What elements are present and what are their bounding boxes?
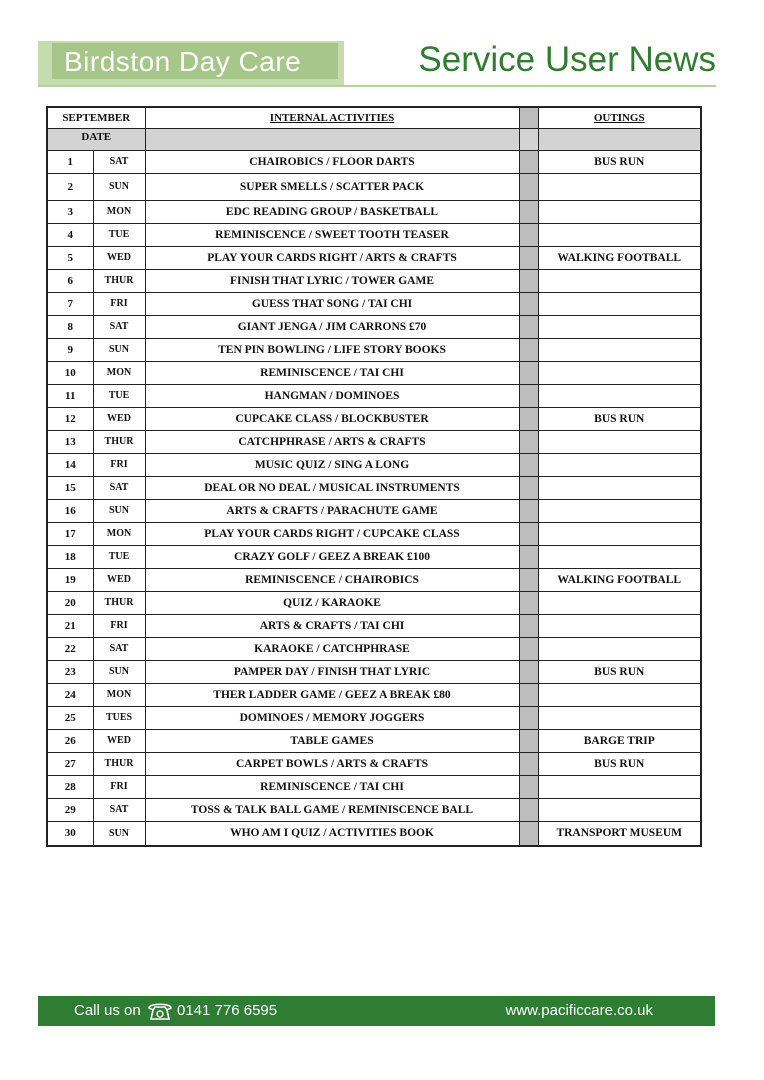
separator-column bbox=[519, 200, 538, 223]
day-number: 12 bbox=[47, 407, 93, 430]
separator-column bbox=[519, 407, 538, 430]
day-number: 3 bbox=[47, 200, 93, 223]
internal-activity: MUSIC QUIZ / SING A LONG bbox=[145, 453, 519, 476]
table-row bbox=[47, 591, 701, 614]
day-number: 17 bbox=[47, 522, 93, 545]
internal-activity: CUPCAKE CLASS / BLOCKBUSTER bbox=[145, 407, 519, 430]
table-row bbox=[47, 384, 701, 407]
internal-activity: REMINISCENCE / TAI CHI bbox=[145, 361, 519, 384]
table-row bbox=[47, 476, 701, 499]
separator-column bbox=[519, 752, 538, 775]
separator-column bbox=[519, 821, 538, 846]
table-row bbox=[47, 407, 701, 430]
separator-column bbox=[519, 269, 538, 292]
day-number: 4 bbox=[47, 223, 93, 246]
outing bbox=[538, 775, 701, 798]
outing bbox=[538, 292, 701, 315]
outing: WALKING FOOTBALL bbox=[538, 246, 701, 269]
telephone-icon bbox=[146, 999, 174, 1021]
separator-column bbox=[519, 361, 538, 384]
separator-column bbox=[519, 499, 538, 522]
outing bbox=[538, 430, 701, 453]
separator-column bbox=[519, 568, 538, 591]
day-number: 6 bbox=[47, 269, 93, 292]
day-of-week: SAT bbox=[93, 150, 145, 173]
day-of-week: FRI bbox=[93, 775, 145, 798]
separator-column bbox=[519, 683, 538, 706]
internal-activity: THER LADDER GAME / GEEZ A BREAK £80 bbox=[145, 683, 519, 706]
day-number: 2 bbox=[47, 173, 93, 200]
internal-activity: REMINISCENCE / TAI CHI bbox=[145, 775, 519, 798]
day-number: 8 bbox=[47, 315, 93, 338]
table-row bbox=[47, 292, 701, 315]
day-of-week: MON bbox=[93, 361, 145, 384]
internal-activity: SUPER SMELLS / SCATTER PACK bbox=[145, 173, 519, 200]
table-row bbox=[47, 568, 701, 591]
outing bbox=[538, 591, 701, 614]
day-of-week: WED bbox=[93, 246, 145, 269]
internal-activity: PLAY YOUR CARDS RIGHT / ARTS & CRAFTS bbox=[145, 246, 519, 269]
separator-column bbox=[519, 315, 538, 338]
table-row bbox=[47, 315, 701, 338]
table-row bbox=[47, 775, 701, 798]
table-row bbox=[47, 660, 701, 683]
outing bbox=[538, 499, 701, 522]
separator-column bbox=[519, 107, 538, 128]
table-row bbox=[47, 223, 701, 246]
day-number: 15 bbox=[47, 476, 93, 499]
day-number: 5 bbox=[47, 246, 93, 269]
table-subheader-row bbox=[47, 128, 701, 150]
separator-column bbox=[519, 173, 538, 200]
outing bbox=[538, 361, 701, 384]
day-number: 27 bbox=[47, 752, 93, 775]
day-of-week: SUN bbox=[93, 173, 145, 200]
day-of-week: SUN bbox=[93, 660, 145, 683]
table-row bbox=[47, 683, 701, 706]
separator-column bbox=[519, 660, 538, 683]
table-row bbox=[47, 338, 701, 361]
internal-activity: TEN PIN BOWLING / LIFE STORY BOOKS bbox=[145, 338, 519, 361]
separator-column bbox=[519, 798, 538, 821]
table-row bbox=[47, 522, 701, 545]
separator-column bbox=[519, 591, 538, 614]
table-row bbox=[47, 150, 701, 173]
day-of-week: THUR bbox=[93, 591, 145, 614]
day-number: 29 bbox=[47, 798, 93, 821]
outing bbox=[538, 522, 701, 545]
day-number: 23 bbox=[47, 660, 93, 683]
separator-column bbox=[519, 706, 538, 729]
brand-name: Birdston Day Care bbox=[64, 46, 302, 77]
outing: BUS RUN bbox=[538, 150, 701, 173]
outing bbox=[538, 545, 701, 568]
day-of-week: SUN bbox=[93, 821, 145, 846]
internal-activity: REMINISCENCE / SWEET TOOTH TEASER bbox=[145, 223, 519, 246]
internal-activity: KARAOKE / CATCHPHRASE bbox=[145, 637, 519, 660]
day-number: 9 bbox=[47, 338, 93, 361]
subheader-blank-cell bbox=[145, 128, 519, 150]
day-number: 24 bbox=[47, 683, 93, 706]
activity-schedule-table bbox=[46, 106, 702, 847]
day-number: 30 bbox=[47, 821, 93, 846]
subheader-blank-cell bbox=[538, 128, 701, 150]
day-number: 22 bbox=[47, 637, 93, 660]
table-row bbox=[47, 614, 701, 637]
outing bbox=[538, 614, 701, 637]
separator-column bbox=[519, 128, 538, 150]
day-number: 20 bbox=[47, 591, 93, 614]
day-number: 1 bbox=[47, 150, 93, 173]
internal-activity: EDC READING GROUP / BASKETBALL bbox=[145, 200, 519, 223]
day-of-week: SUN bbox=[93, 499, 145, 522]
outing bbox=[538, 476, 701, 499]
outing bbox=[538, 683, 701, 706]
day-of-week: TUE bbox=[93, 384, 145, 407]
separator-column bbox=[519, 430, 538, 453]
day-of-week: FRI bbox=[93, 292, 145, 315]
internal-activity: GIANT JENGA / JIM CARRONS £70 bbox=[145, 315, 519, 338]
separator-column bbox=[519, 150, 538, 173]
internal-activity: TABLE GAMES bbox=[145, 729, 519, 752]
day-of-week: FRI bbox=[93, 614, 145, 637]
outing: BUS RUN bbox=[538, 752, 701, 775]
separator-column bbox=[519, 384, 538, 407]
table-row bbox=[47, 706, 701, 729]
outing bbox=[538, 269, 701, 292]
day-number: 10 bbox=[47, 361, 93, 384]
contact-footer bbox=[38, 996, 715, 1026]
outing: TRANSPORT MUSEUM bbox=[538, 821, 701, 846]
date-header: DATE bbox=[47, 128, 145, 150]
internal-activity: CHAIROBICS / FLOOR DARTS bbox=[145, 150, 519, 173]
separator-column bbox=[519, 338, 538, 361]
internal-activity: CARPET BOWLS / ARTS & CRAFTS bbox=[145, 752, 519, 775]
separator-column bbox=[519, 453, 538, 476]
table-row bbox=[47, 361, 701, 384]
outing bbox=[538, 637, 701, 660]
internal-activity: CATCHPHRASE / ARTS & CRAFTS bbox=[145, 430, 519, 453]
table-row bbox=[47, 798, 701, 821]
day-of-week: THUR bbox=[93, 269, 145, 292]
day-of-week: TUES bbox=[93, 706, 145, 729]
day-of-week: SUN bbox=[93, 338, 145, 361]
separator-column bbox=[519, 729, 538, 752]
table-row bbox=[47, 246, 701, 269]
table-row bbox=[47, 430, 701, 453]
day-of-week: WED bbox=[93, 407, 145, 430]
internal-activity: REMINISCENCE / CHAIROBICS bbox=[145, 568, 519, 591]
internal-activity: WHO AM I QUIZ / ACTIVITIES BOOK bbox=[145, 821, 519, 846]
day-number: 18 bbox=[47, 545, 93, 568]
outing bbox=[538, 173, 701, 200]
internal-activity: PLAY YOUR CARDS RIGHT / CUPCAKE CLASS bbox=[145, 522, 519, 545]
separator-column bbox=[519, 476, 538, 499]
day-number: 7 bbox=[47, 292, 93, 315]
outing: BARGE TRIP bbox=[538, 729, 701, 752]
internal-activity: ARTS & CRAFTS / TAI CHI bbox=[145, 614, 519, 637]
header-divider bbox=[38, 85, 716, 87]
day-of-week: THUR bbox=[93, 752, 145, 775]
day-number: 14 bbox=[47, 453, 93, 476]
day-number: 28 bbox=[47, 775, 93, 798]
internal-activity: HANGMAN / DOMINOES bbox=[145, 384, 519, 407]
internal-activity: DOMINOES / MEMORY JOGGERS bbox=[145, 706, 519, 729]
page-title: Service User News bbox=[418, 40, 716, 79]
outing bbox=[538, 798, 701, 821]
day-of-week: MON bbox=[93, 200, 145, 223]
internal-activity: CRAZY GOLF / GEEZ A BREAK £100 bbox=[145, 545, 519, 568]
internal-activity: DEAL OR NO DEAL / MUSICAL INSTRUMENTS bbox=[145, 476, 519, 499]
separator-column bbox=[519, 775, 538, 798]
internal-activity: GUESS THAT SONG / TAI CHI bbox=[145, 292, 519, 315]
day-number: 13 bbox=[47, 430, 93, 453]
table-row bbox=[47, 200, 701, 223]
table-row bbox=[47, 637, 701, 660]
month-header: SEPTEMBER bbox=[47, 107, 145, 128]
table-row bbox=[47, 729, 701, 752]
day-number: 16 bbox=[47, 499, 93, 522]
day-of-week: WED bbox=[93, 568, 145, 591]
table-row bbox=[47, 752, 701, 775]
separator-column bbox=[519, 522, 538, 545]
table-row bbox=[47, 499, 701, 522]
separator-column bbox=[519, 637, 538, 660]
internal-activity: FINISH THAT LYRIC / TOWER GAME bbox=[145, 269, 519, 292]
outing: WALKING FOOTBALL bbox=[538, 568, 701, 591]
outings-header: OUTINGS bbox=[538, 107, 701, 128]
day-number: 26 bbox=[47, 729, 93, 752]
internal-activities-header: INTERNAL ACTIVITIES bbox=[145, 107, 519, 128]
internal-activity: QUIZ / KARAOKE bbox=[145, 591, 519, 614]
table-row bbox=[47, 453, 701, 476]
table-row bbox=[47, 173, 701, 200]
day-of-week: SAT bbox=[93, 315, 145, 338]
website-link[interactable]: www.pacificcare.co.uk bbox=[505, 1002, 653, 1019]
table-row bbox=[47, 545, 701, 568]
table-row bbox=[47, 821, 701, 846]
day-of-week: FRI bbox=[93, 453, 145, 476]
outing bbox=[538, 384, 701, 407]
day-of-week: SAT bbox=[93, 637, 145, 660]
day-of-week: SAT bbox=[93, 476, 145, 499]
outing bbox=[538, 315, 701, 338]
separator-column bbox=[519, 545, 538, 568]
table-row bbox=[47, 269, 701, 292]
day-number: 21 bbox=[47, 614, 93, 637]
table-header-row bbox=[47, 107, 701, 128]
day-of-week: THUR bbox=[93, 430, 145, 453]
day-of-week: WED bbox=[93, 729, 145, 752]
outing: BUS RUN bbox=[538, 660, 701, 683]
separator-column bbox=[519, 292, 538, 315]
day-number: 25 bbox=[47, 706, 93, 729]
day-of-week: TUE bbox=[93, 223, 145, 246]
outing bbox=[538, 338, 701, 361]
outing bbox=[538, 453, 701, 476]
internal-activity: TOSS & TALK BALL GAME / REMINISCENCE BALL bbox=[145, 798, 519, 821]
day-of-week: SAT bbox=[93, 798, 145, 821]
phone-number[interactable]: 0141 776 6595 bbox=[177, 1002, 278, 1019]
outing bbox=[538, 200, 701, 223]
day-of-week: MON bbox=[93, 683, 145, 706]
separator-column bbox=[519, 614, 538, 637]
separator-column bbox=[519, 246, 538, 269]
separator-column bbox=[519, 223, 538, 246]
day-number: 19 bbox=[47, 568, 93, 591]
outing: BUS RUN bbox=[538, 407, 701, 430]
internal-activity: PAMPER DAY / FINISH THAT LYRIC bbox=[145, 660, 519, 683]
call-us-label: Call us on bbox=[74, 1002, 141, 1019]
day-of-week: MON bbox=[93, 522, 145, 545]
internal-activity: ARTS & CRAFTS / PARACHUTE GAME bbox=[145, 499, 519, 522]
outing bbox=[538, 706, 701, 729]
day-of-week: TUE bbox=[93, 545, 145, 568]
outing bbox=[538, 223, 701, 246]
day-number: 11 bbox=[47, 384, 93, 407]
